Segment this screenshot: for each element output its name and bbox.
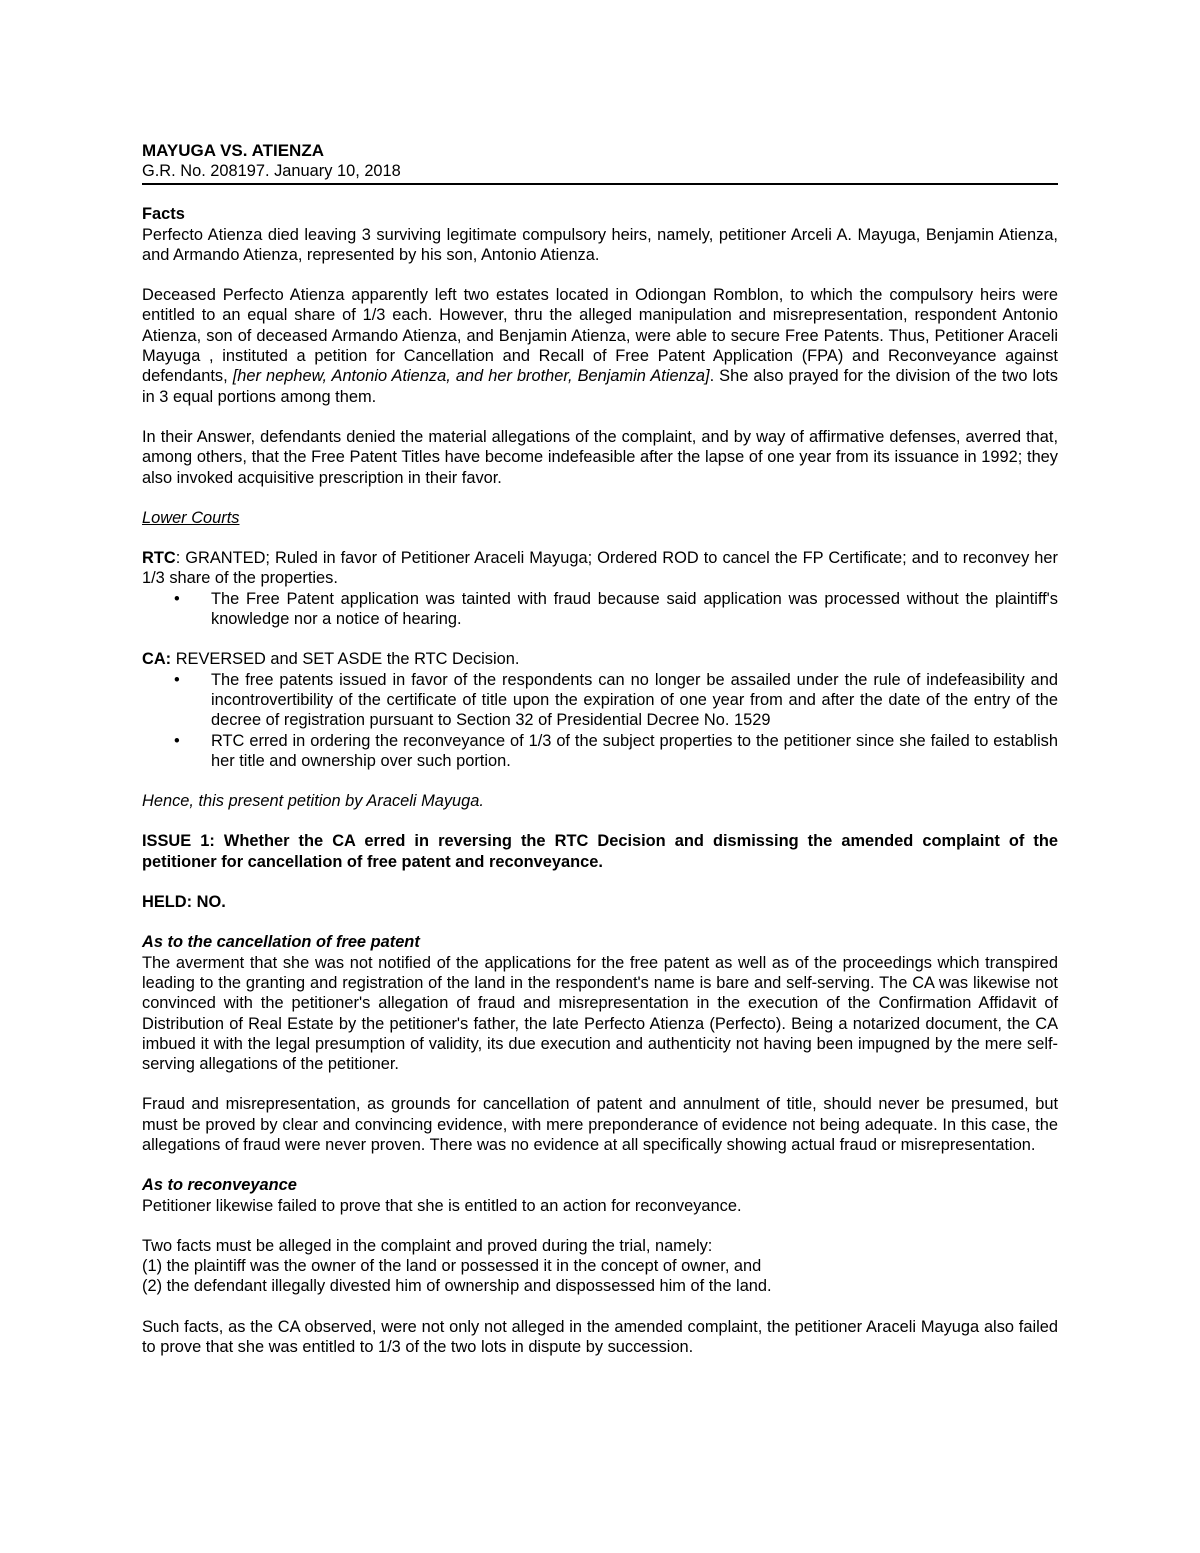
- bullet-icon: •: [174, 731, 180, 750]
- facts-paragraph-1: Perfecto Atienza died leaving 3 surviving legitimate compulsory heirs, namely, petitioner Arceli A. Mayuga, Benjamin Atienza, and Armando Atienza, represented by his son, Antonio Atienza.: [142, 225, 1058, 264]
- bullet-icon: •: [174, 589, 180, 608]
- bullet-icon: •: [174, 670, 180, 689]
- cancellation-paragraph-1: The averment that she was not notified of the applications for the free patent as well as of the proceedings which transpired leading to the granting and registration of the land in the respondent's name is bare and self-serving. The CA was likewise not convinced with the petitioner's allegation of fraud and misrepresentation in the execution of the Confirmation Affidavit of Distribution of Real Estate by the petitioner's father, the late Perfecto Atienza (Perfecto). Being a notarized document, the CA imbued it with the legal presumption of validity, its due execution and authenticity not having been impugned by the mere self-serving allegations of the petitioner.: [142, 953, 1058, 1074]
- facts-paragraph-2-text-a: Deceased Perfecto Atienza apparently left two estates located in Odiongan Romblon, to which the compulsory heirs were entitled to an equal share of 1/3 each. However, thru the alleged manipulation and misrepresentation, respondent Antonio Atienza, son of deceased Armando Atienza, and Benjamin Atienza, were able to secure Free Patents. Thus, Petitioner Araceli Mayuga , instituted a petition for Cancellation and Recall of Free Patent Application (FPA) and Reconveyance against defendants,: [142, 286, 1058, 386]
- case-title: MAYUGA VS. ATIENZA: [142, 141, 324, 160]
- reconveyance-paragraph-2: [142, 1236, 1058, 1297]
- ca-bullet-text: The free patents issued in favor of the respondents can no longer be assailed under the rule of indefeasibility and incontrovertibility of the certificate of title upon the expiration of one year from and after the date of the entry of the decree of registration pursuant to Section 32 of Presidential Decree No. 1529: [211, 670, 1058, 730]
- reconveyance-paragraph-1: Petitioner likewise failed to prove that she is entitled to an action for reconveyance.: [142, 1196, 742, 1215]
- facts-heading: Facts: [142, 205, 185, 224]
- rtc-ruling: [142, 548, 1058, 589]
- ca-bullet-text: RTC erred in ordering the reconveyance of 1/3 of the subject properties to the petitioner since she failed to establish her title and ownership over such portion.: [211, 731, 1058, 770]
- ca-bullet-list: [142, 670, 1058, 771]
- rtc-text: : GRANTED; Ruled in favor of Petitioner Araceli Mayuga; Ordered ROD to cancel the FP Certificate; and to reconvey her 1/3 share of the properties.: [142, 549, 1058, 588]
- lower-courts-heading: Lower Courts: [142, 508, 240, 527]
- ca-ruling: [142, 649, 1058, 669]
- list-item: [174, 589, 1058, 630]
- document-page: [142, 140, 1058, 1377]
- reconveyance-intro: Two facts must be alleged in the complaint and proved during the trial, namely:: [142, 1236, 713, 1255]
- ca-label: CA:: [142, 650, 172, 669]
- held-statement: HELD: NO.: [142, 893, 226, 912]
- facts-paragraph-2-text-b: . She also prayed for the division of the two lots in 3 equal portions among them.: [142, 367, 1058, 406]
- list-item: [174, 731, 1058, 772]
- reconveyance-paragraph-3: Such facts, as the CA observed, were not only not alleged in the amended complaint, the petitioner Araceli Mayuga also failed to prove that she was entitled to 1/3 of the two lots in dispute by succession.: [142, 1317, 1058, 1357]
- facts-paragraph-2: [142, 285, 1058, 407]
- facts-paragraph-2-italic: [her nephew, Antonio Atienza, and her brother, Benjamin Atienza]: [232, 367, 710, 386]
- rtc-label: RTC: [142, 549, 176, 568]
- reconveyance-requisite-1: (1) the plaintiff was the owner of the land or possessed it in the concept of owner, and: [142, 1257, 762, 1276]
- reconveyance-requisite-2: (2) the defendant illegally divested him of ownership and dispossessed him of the land.: [142, 1277, 772, 1296]
- reconveyance-heading: As to reconveyance: [142, 1176, 297, 1195]
- issue-statement: ISSUE 1: Whether the CA erred in reversing the RTC Decision and dismissing the amended complaint of the petitioner for cancellation of free patent and reconveyance.: [142, 832, 1058, 871]
- cancellation-heading: As to the cancellation of free patent: [142, 933, 420, 952]
- title-divider: [142, 183, 1058, 185]
- rtc-bullet-list: [142, 589, 1058, 630]
- hence-statement: Hence, this present petition by Araceli Mayuga.: [142, 792, 484, 811]
- facts-paragraph-3: In their Answer, defendants denied the material allegations of the complaint, and by way of affirmative defenses, averred that, among others, that the Free Patent Titles have become indefeasible after the lapse of one year from its issuance in 1992; they also invoked acquisitive prescription in their favor.: [142, 427, 1058, 487]
- ca-text: REVERSED and SET ASDE the RTC Decision.: [171, 650, 520, 669]
- case-citation: G.R. No. 208197. January 10, 2018: [142, 162, 401, 180]
- rtc-bullet-text: The Free Patent application was tainted with fraud because said application was processed without the plaintiff's knowledge nor a notice of hearing.: [211, 589, 1058, 629]
- cancellation-paragraph-2: Fraud and misrepresentation, as grounds for cancellation of patent and annulment of title, should never be presumed, but must be proved by clear and convincing evidence, with mere preponderance of evidence not being adequate. In this case, the allegations of fraud were never proven. There was no evidence at all specifically showing actual fraud or misrepresentation.: [142, 1095, 1058, 1154]
- list-item: [174, 670, 1058, 731]
